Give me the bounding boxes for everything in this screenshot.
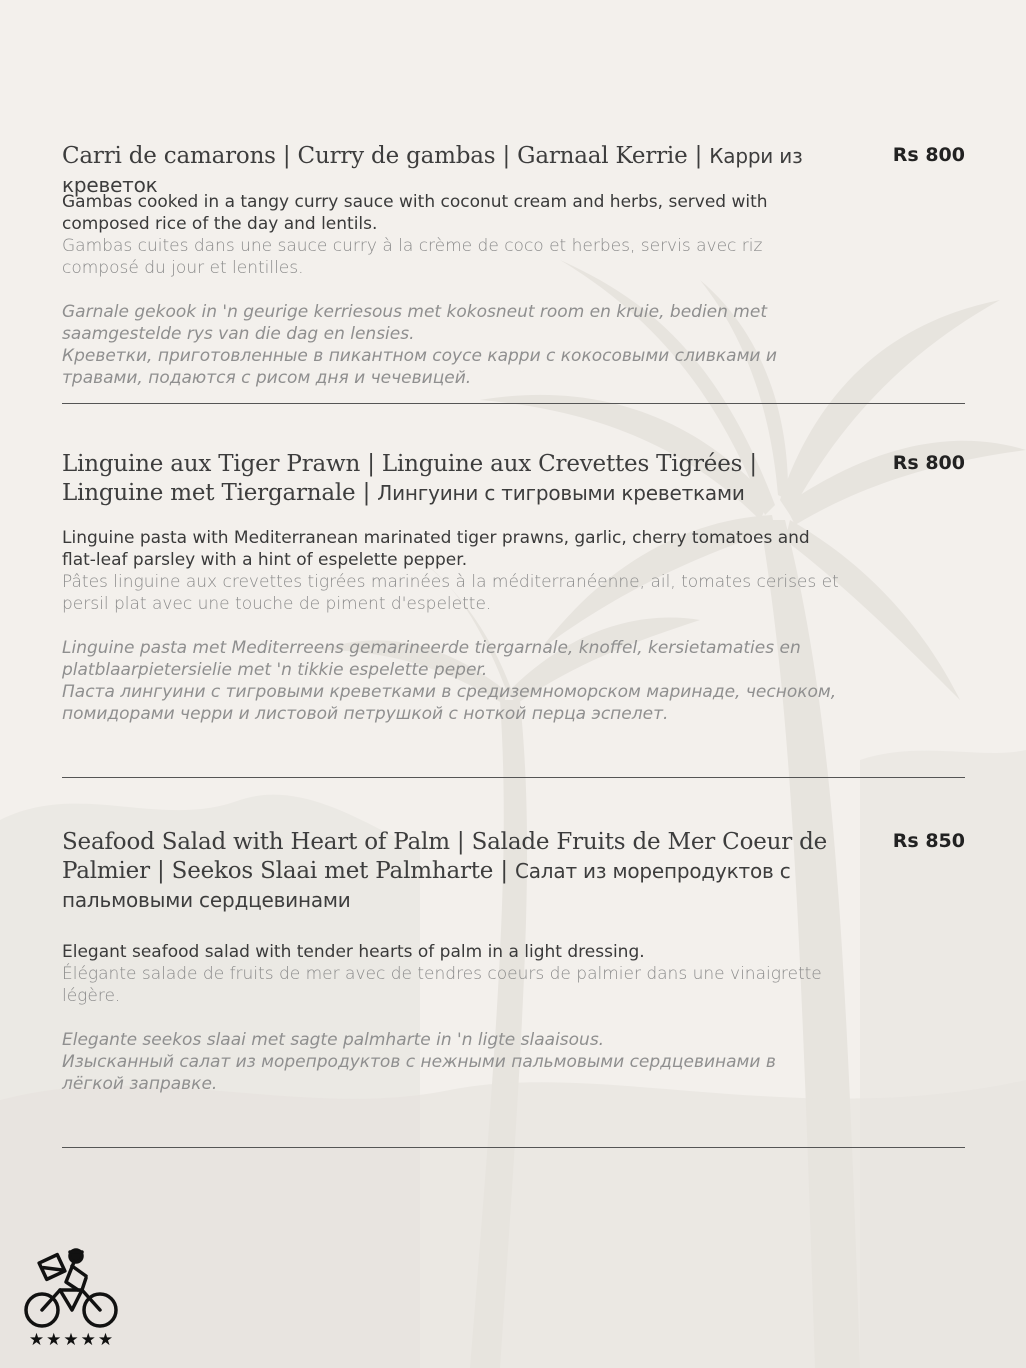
dish-price: Rs 850 — [892, 830, 965, 852]
divider — [62, 1147, 965, 1148]
delivery-logo — [20, 1244, 124, 1352]
dish-title-russian: Салат из морепродуктов с пальмовыми сердцевинами — [62, 859, 791, 912]
menu-item — [62, 142, 965, 404]
menu-item — [62, 450, 965, 750]
dish-price: Rs 800 — [892, 452, 965, 474]
rating-stars: ★★★★★ — [28, 1330, 116, 1350]
delivery-cyclist-icon — [20, 1244, 124, 1332]
dish-title-russian: Карри из креветок — [62, 144, 803, 197]
dish-description — [62, 941, 842, 1095]
menu-item — [62, 828, 965, 1128]
divider — [62, 403, 965, 404]
description-french: Gambas cuites dans une sauce curry à la crème de coco et herbes, servis avec riz composé du jour et lentilles. — [62, 236, 763, 278]
description-french: Élégante salade de fruits de mer avec de tendres coeurs de palmier dans une vinaigrette légère. — [62, 964, 822, 1006]
dish-title-russian: Лингуини с тигровыми креветками — [377, 481, 745, 505]
dish-title-text: Carri de camarons | Curry de gambas | Garnaal Kerrie | — [62, 143, 710, 169]
dish-title — [62, 828, 862, 915]
description-russian: Паста лингуини с тигровыми креветками в средиземноморском маринаде, чесноком, помидорами черри и листовой петрушкой с ноткой перца эспелет. — [62, 682, 837, 724]
dish-description — [62, 527, 842, 725]
description-afrikaans: Linguine pasta met Mediterreens gemarineerde tiergarnale, knoffel, kersietamaties en platblaarpietersielie met 'n tikkie espelette peper. — [62, 638, 801, 680]
description-russian: Креветки, приготовленные в пикантном соусе карри с кокосовыми сливками и травами, подаются с рисом дня и чечевицей. — [62, 346, 777, 388]
dish-description — [62, 191, 842, 389]
description-english: Linguine pasta with Mediterranean marinated tiger prawns, garlic, cherry tomatoes and flat-leaf parsley with a hint of espelette pepper. — [62, 528, 810, 570]
divider — [62, 777, 965, 778]
description-russian: Изысканный салат из морепродуктов с нежными пальмовыми сердцевинами в лёгкой заправке. — [62, 1052, 776, 1094]
dish-price: Rs 800 — [892, 144, 965, 166]
description-afrikaans: Garnale gekook in 'n geurige kerriesous met kokosneut room en kruie, bedien met saamgestelde rys van die dag en lensies. — [62, 302, 767, 344]
description-english: Elegant seafood salad with tender hearts of palm in a light dressing. — [62, 942, 645, 962]
dish-title-text: Seafood Salad with Heart of Palm | Salade Fruits de Mer Coeur de Palmier | Seekos Slaai met Palmharte | — [62, 829, 828, 884]
description-afrikaans: Elegante seekos slaai met sagte palmharte in 'n ligte slaaisous. — [62, 1030, 605, 1050]
description-french: Pâtes linguine aux crevettes tigrées marinées à la méditerranéenne, ail, tomates cerises et persil plat avec une touche de piment d'espelette. — [62, 572, 839, 614]
dish-title-text: Linguine aux Tiger Prawn | Linguine aux Crevettes Tigrées | Linguine met Tiergarnale | — [62, 451, 757, 506]
description-english: Gambas cooked in a tangy curry sauce with coconut cream and herbs, served with composed rice of the day and lentils. — [62, 192, 768, 234]
dish-title — [62, 450, 862, 508]
